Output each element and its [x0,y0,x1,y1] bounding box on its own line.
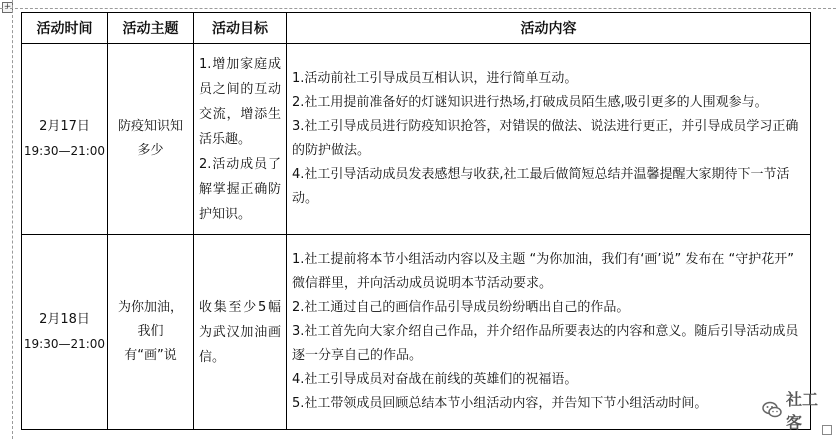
cell-theme: 为你加油，我们有“画”说 [108,235,194,430]
content-item: 4.社工引导成员对奋战在前线的英雄们的祝福语。 [292,372,578,387]
table-resize-handle[interactable] [822,425,832,435]
margin-guide-left [12,0,13,439]
wechat-icon [762,401,782,419]
table-move-handle[interactable]: + [3,2,12,12]
cell-goal [194,235,287,430]
content-item: 5.社工带领成员回顾总结本节小组活动内容，并告知下节小组活动时间。 [292,396,708,411]
watermark-text: 社工客 [786,390,819,432]
table-row [22,235,811,430]
content-item: 1.社工提前将本节小组活动内容以及主题 “为你加油，我们有‘画’说” 发布在 “守护花开” 微信群里，并向活动成员说明本节活动要求。 [292,252,795,291]
header-theme: 活动主题 [108,13,194,44]
table-header-row [22,13,811,44]
content-item: 1.活动前社工引导成员互相认识，进行简单互动。 [292,71,578,86]
cell-goal [194,44,287,235]
goal-item: 2.活动成员了解掌握正确防护知识。 [199,156,281,222]
cell-theme: 防疫知识知多少 [108,44,194,235]
header-time: 活动时间 [22,13,108,44]
goal-item: 收集至少5幅为武汉加油画信。 [199,299,281,365]
content-item: 2.社工用提前准备好的灯谜知识进行热场,打破成员陌生感,吸引更多的人围观参与。 [292,95,768,110]
time-text: 19:30—21:00 [23,144,106,158]
content-item: 4.社工引导活动成员发表感想与收获,社工最后做简短总结并温馨提醒大家期待下一节活动。 [292,167,790,206]
goal-item: 1.增加家庭成员之间的互动交流，增添生活乐趣。 [199,56,281,147]
margin-guide-top [0,8,836,9]
cell-content [287,44,811,235]
table-row [22,44,811,235]
cell-time [22,235,108,430]
content-item: 3.社工引导成员进行防疫知识抢答，对错误的做法、说法进行更正，并引导成员学习正确的防护做法。 [292,119,799,158]
time-text: 19:30—21:00 [23,337,106,351]
cell-time [22,44,108,235]
watermark [762,390,832,432]
date-text: 2月17日 [39,119,90,134]
date-text: 2月18日 [39,312,90,327]
activity-table [21,12,811,430]
header-goal: 活动目标 [194,13,287,44]
cell-content [287,235,811,430]
header-content: 活动内容 [287,13,811,44]
content-item: 2.社工通过自己的画信作品引导成员纷纷晒出自己的作品。 [292,300,630,315]
content-item: 3.社工首先向大家介绍自己作品，并介绍作品所要表达的内容和意义。随后引导活动成员逐一分享自己的作品。 [292,324,799,363]
